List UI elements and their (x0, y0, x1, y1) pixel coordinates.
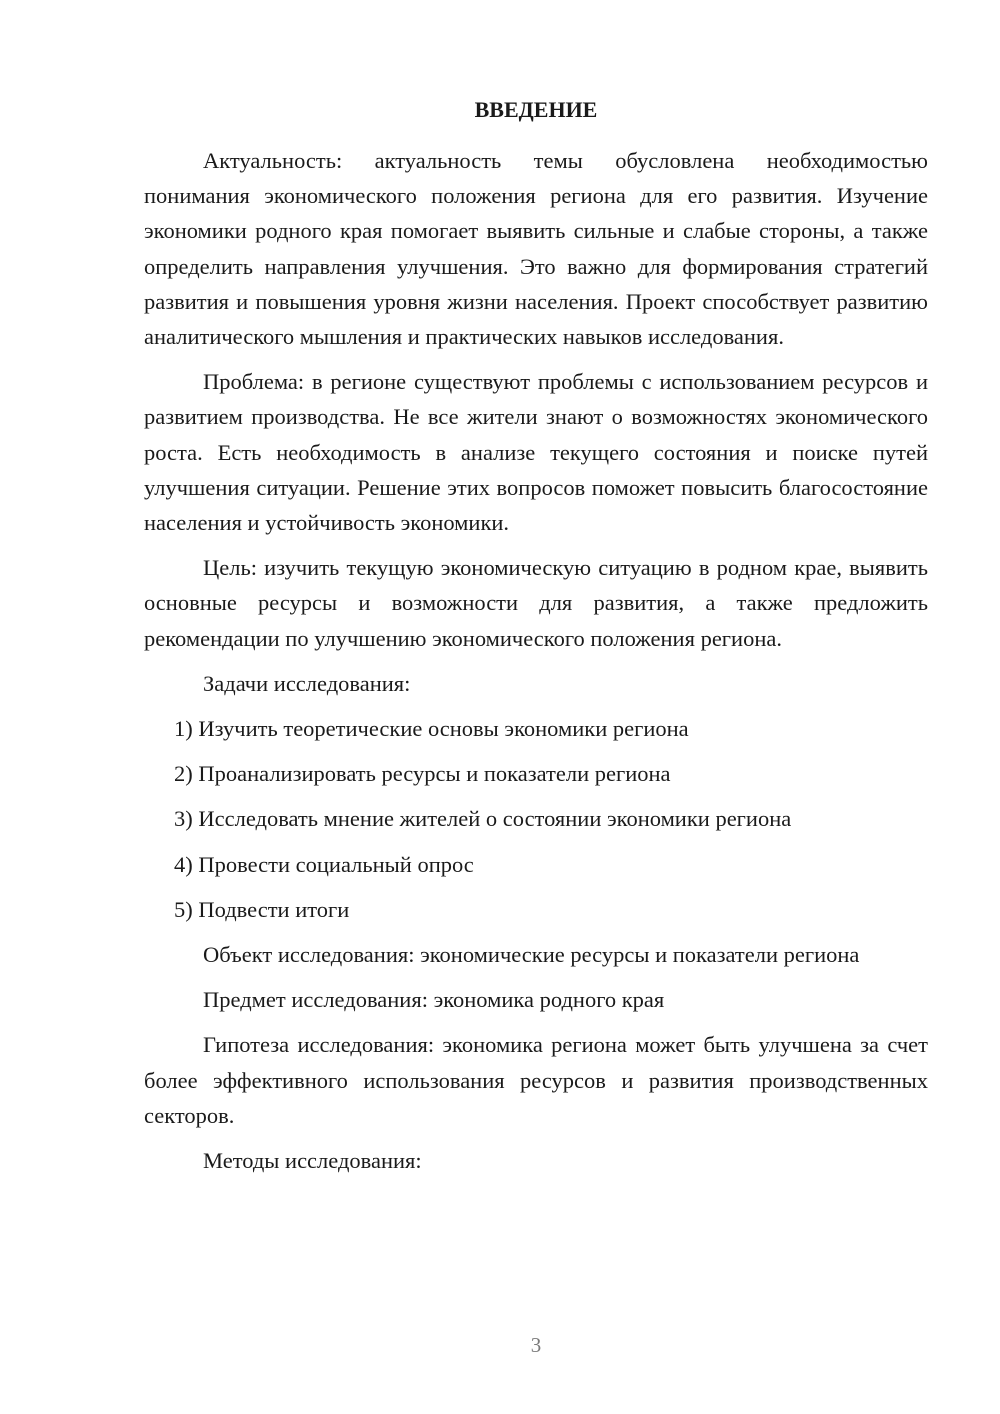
task-item: 1) Изучить теоретические основы экономики региона (174, 716, 689, 742)
task-item: 3) Исследовать мнение жителей о состоянии экономики региона (174, 806, 792, 832)
page-title: ВВЕДЕНИЕ (474, 97, 598, 122)
tasks-heading: Задачи исследования: (203, 670, 411, 696)
hypothesis-paragraph: Гипотеза исследования: экономика региона может быть улучшена за счет более эффективного использования ресурсов и развития производственных секторов. (144, 1032, 928, 1128)
goal-paragraph: Цель: изучить текущую экономическую ситуацию в родном крае, выявить основные ресурсы и возможности для развития, а также предложить рекомендации по улучшению экономического положения региона. (144, 555, 928, 651)
page-number: 3 (530, 1333, 542, 1357)
task-item: 4) Провести социальный опрос (174, 851, 474, 877)
relevance-paragraph: Актуальность: актуальность темы обусловлена необходимостью понимания экономического положения региона для его развития. Изучение экономики родного края помогает выявить сильные и слабые стороны, а также определить направления улучшения. Это важно для формирования стратегий развития и повышения уровня жизни населения. Проект способствует развитию аналитического мышления и практических навыков исследования. (144, 148, 928, 350)
task-item: 2) Проанализировать ресурсы и показатели региона (174, 761, 671, 787)
problem-paragraph: Проблема: в регионе существуют проблемы с использованием ресурсов и развитием производства. Не все жители знают о возможностях экономического роста. Есть необходимость в анализе текущего состояния и поиске путей улучшения ситуации. Решение этих вопросов поможет повысить благосостояние населения и устойчивость экономики. (144, 369, 928, 536)
methods-heading: Методы исследования: (203, 1148, 422, 1174)
research-subject: Предмет исследования: экономика родного края (203, 987, 665, 1013)
research-object: Объект исследования: экономические ресурсы и показатели региона (203, 942, 860, 968)
document-page (144, 92, 928, 1188)
task-item: 5) Подвести итоги (174, 896, 350, 922)
